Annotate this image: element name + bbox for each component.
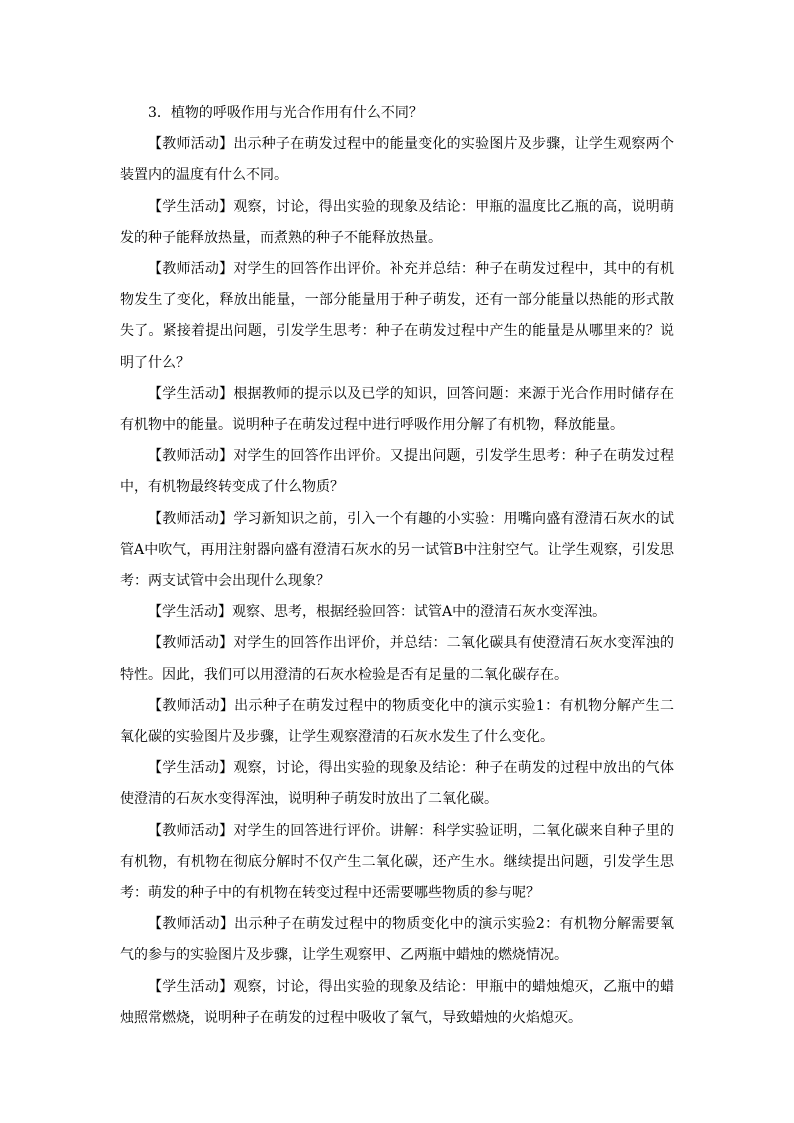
paragraph: 【学生活动】观察，讨论，得出实验的现象及结论：甲瓶的温度比乙瓶的高，说明萌发的种子能释放热量，而煮熟的种子不能释放热量。	[120, 198, 674, 246]
document-body	[120, 98, 674, 1034]
paragraph: 【教师活动】对学生的回答作出评价。又提出问题，引发学生思考：种子在萌发过程中，有机物最终转变成了什么物质？	[120, 448, 674, 496]
paragraph: 【学生活动】根据教师的提示以及已学的知识，回答问题：来源于光合作用时储存在有机物中的能量。说明种子在萌发过程中进行呼吸作用分解了有机物，释放能量。	[120, 385, 674, 434]
paragraph: 【教师活动】对学生的回答进行评价。讲解：科学实验证明，二氧化碳来自种子里的有机物，有机物在彻底分解时不仅产生二氧化碳，还产生水。继续提出问题，引发学生思考：萌发的种子中的有机物在转变过程中还需要哪些物质的参与呢？	[120, 822, 674, 902]
paragraph: 【教师活动】出示种子在萌发过程中的物质变化中的演示实验1：有机物分解产生二氧化碳的实验图片及步骤，让学生观察澄清的石灰水发生了什么变化。	[120, 697, 674, 746]
paragraph: 【学生活动】观察，讨论，得出实验的现象及结论：种子在萌发的过程中放出的气体使澄清的石灰水变得浑浊，说明种子萌发时放出了二氧化碳。	[120, 760, 674, 808]
paragraph: 【教师活动】对学生的回答作出评价，并总结：二氧化碳具有使澄清石灰水变浑浊的特性。因此，我们可以用澄清的石灰水检验是否有足量的二氧化碳存在。	[120, 635, 674, 683]
paragraph: 【教师活动】对学生的回答作出评价。补充并总结：种子在萌发过程中，其中的有机物发生了变化，释放出能量，一部分能量用于种子萌发，还有一部分能量以热能的形式散失了。紧接着提出问题，引发学生思考：种子在萌发过程中产生的能量是从哪里来的？说明了什么？	[120, 261, 674, 371]
paragraph: 【教师活动】学习新知识之前，引入一个有趣的小实验：用嘴向盛有澄清石灰水的试管A中吹气，再用注射器向盛有澄清石灰水的另一试管B中注射空气。让学生观察，引发思考：两支试管中会出现什么现象？	[120, 510, 674, 590]
paragraph: 【教师活动】出示种子在萌发过程中的能量变化的实验图片及步骤，让学生观察两个装置内的温度有什么不同。	[120, 136, 674, 184]
paragraph: 【学生活动】观察、思考，根据经验回答：试管A中的澄清石灰水变浑浊。	[148, 604, 607, 621]
section-heading: 3．植物的呼吸作用与光合作用有什么不同？	[148, 105, 423, 121]
paragraph: 【教师活动】出示种子在萌发过程中的物质变化中的演示实验2：有机物分解需要氧气的参与的实验图片及步骤，让学生观察甲、乙两瓶中蜡烛的燃烧情况。	[120, 916, 674, 964]
paragraph: 【学生活动】观察，讨论，得出实验的现象及结论：甲瓶中的蜡烛熄灭，乙瓶中的蜡烛照常燃烧，说明种子在萌发的过程中吸收了氧气，导致蜡烛的火焰熄灭。	[120, 978, 674, 1026]
